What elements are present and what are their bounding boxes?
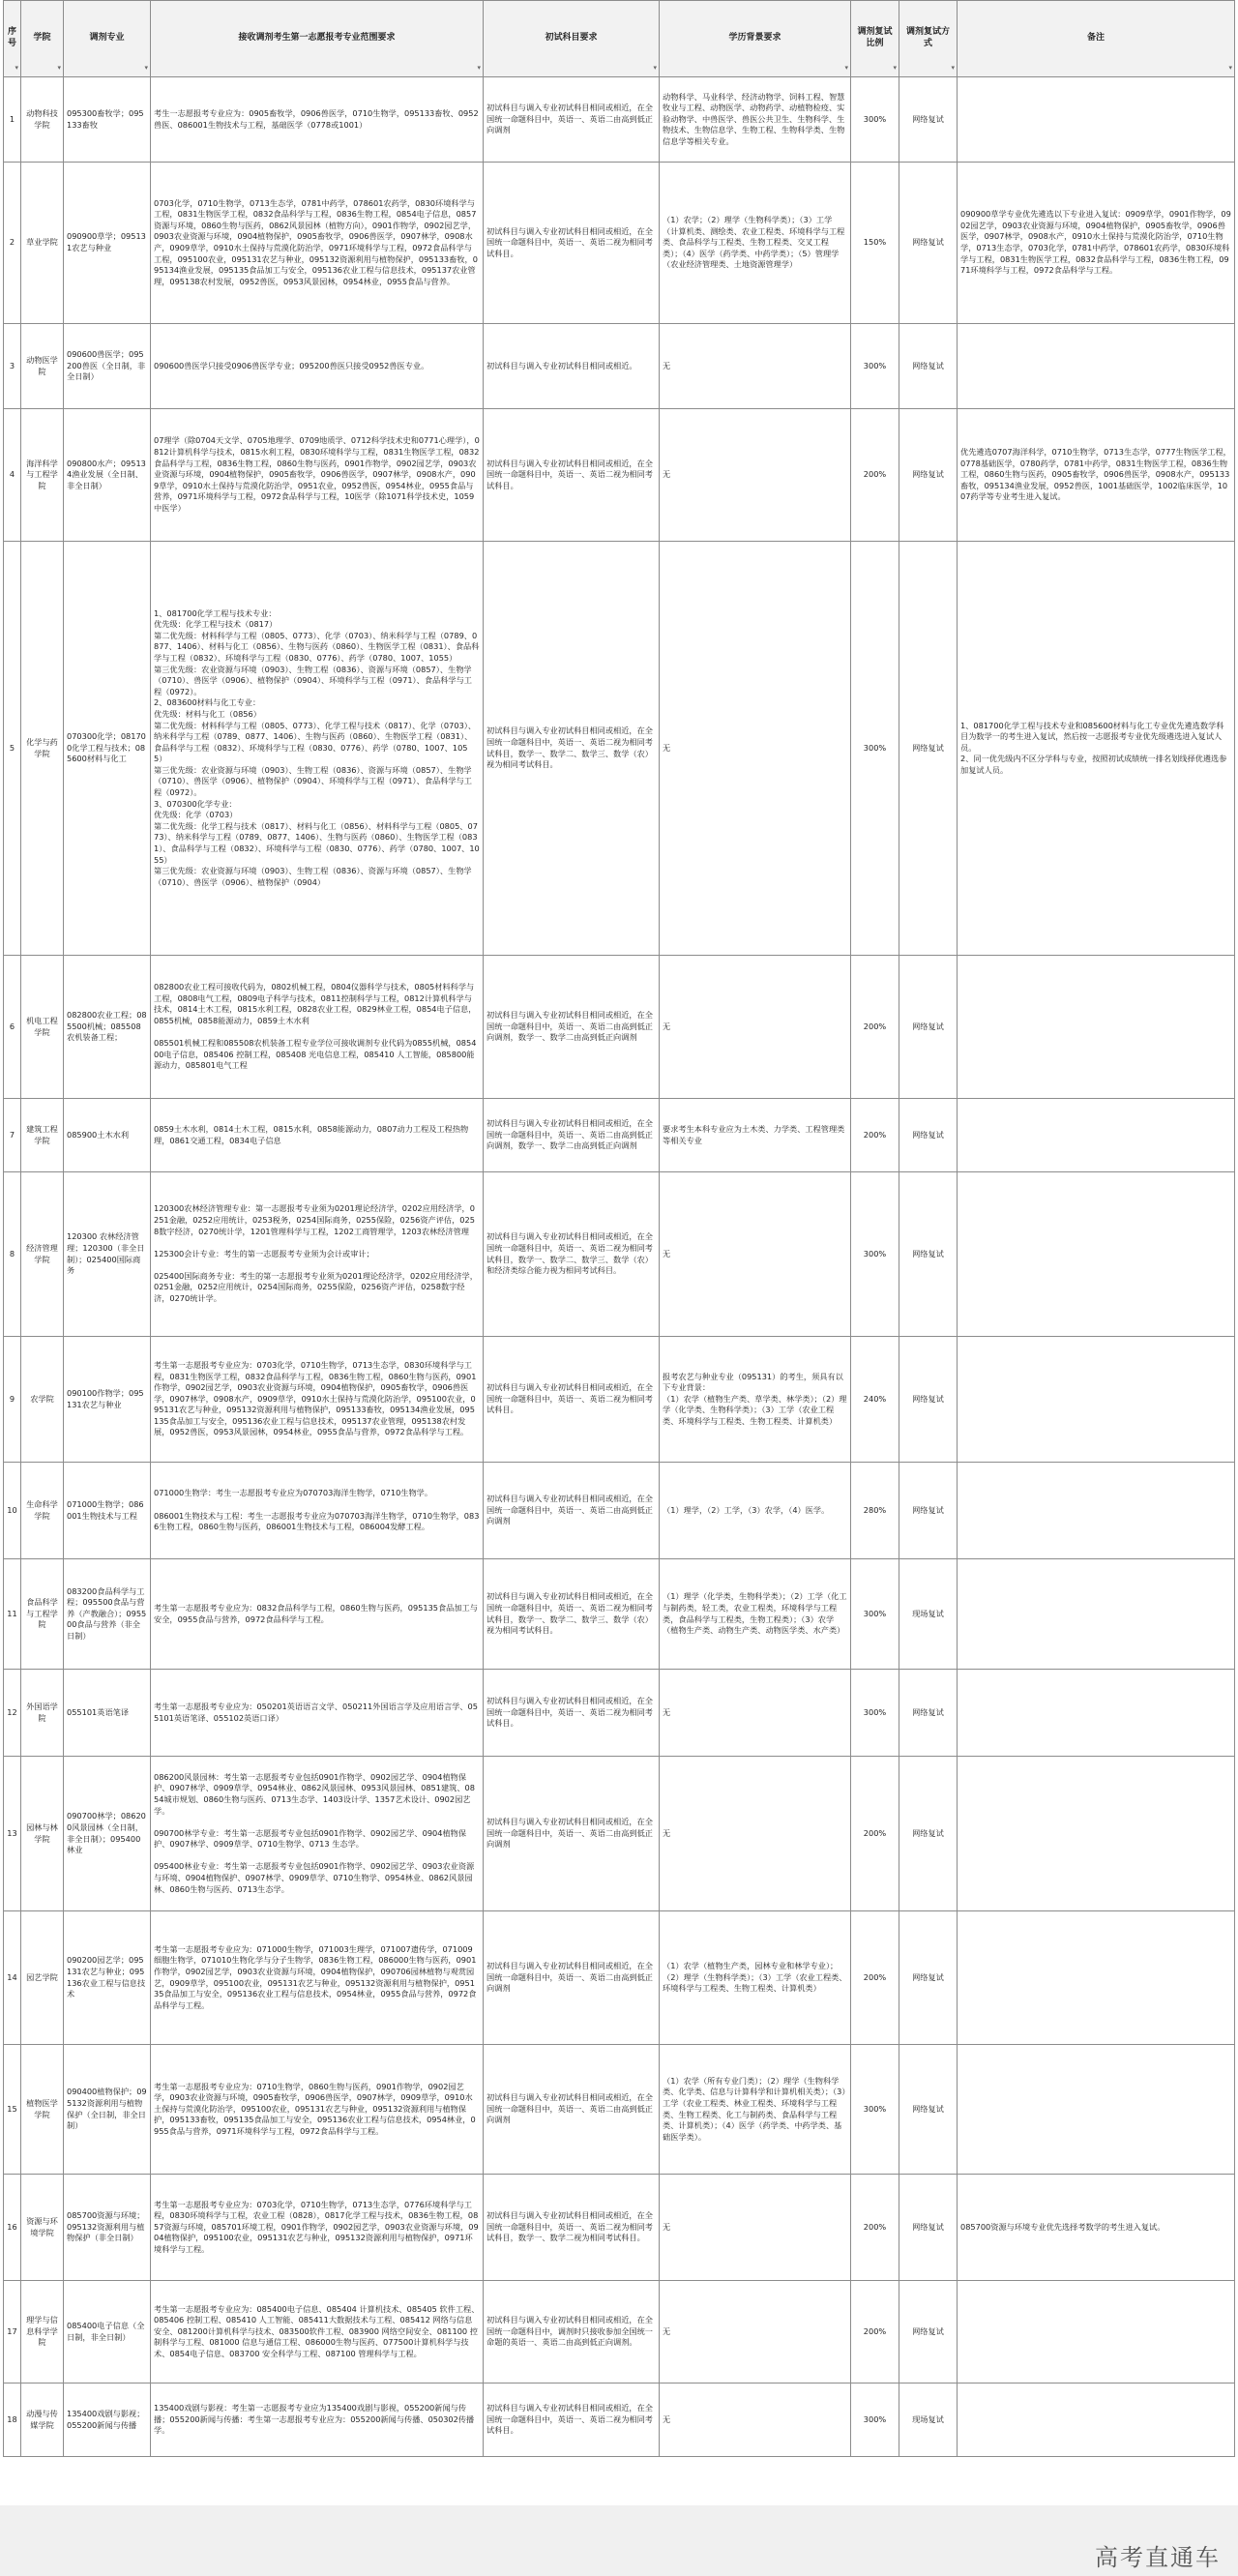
cell-mode: 网络复试 (899, 1172, 958, 1337)
cell-no: 18 (4, 2384, 21, 2457)
header-edu-label: 学历背景要求 (728, 33, 781, 44)
cell-edu: 无 (660, 956, 851, 1099)
header-ratio[interactable] (851, 1, 899, 77)
header-exam-label: 初试科目要求 (545, 33, 598, 44)
table-row (4, 1337, 1235, 1463)
cell-note (958, 1559, 1235, 1670)
cell-no: 14 (4, 1911, 21, 2045)
table-row (4, 409, 1235, 542)
cell-edu: 无 (660, 2384, 851, 2457)
cell-ratio: 300% (851, 542, 899, 956)
cell-ratio: 300% (851, 324, 899, 409)
cell-major: 090900草学；095131农艺与种业 (64, 163, 151, 324)
watermark: 高考直通车 (1095, 2544, 1221, 2571)
cell-exam: 初试科目与调入专业初试科目相同或相近，在全国统一命题科目中，英语一、英语二视为相同考试科目，数学一、数学二视为相同考试科目。 (484, 2175, 660, 2281)
cell-major: 090800水产；095134渔业发展（全日制、非全日制） (64, 409, 151, 542)
cell-major: 085700资源与环境；095132资源利用与植物保护（非全日制） (64, 2175, 151, 2281)
cell-major: 135400戏剧与影视；055200新闻与传播 (64, 2384, 151, 2457)
filter-dropdown-icon[interactable]: ▾ (15, 64, 18, 73)
cell-no: 1 (4, 77, 21, 163)
cell-exam: 初试科目与调入专业初试科目相同或相近。 (484, 324, 660, 409)
cell-edu: 无 (660, 324, 851, 409)
cell-ratio: 200% (851, 1757, 899, 1911)
cell-exam: 初试科目与调入专业初试科目相同或相近，在全国统一命题科目中，英语一、英语二视为相同考试科目，数学一、数学二、数学三、数学（农）和经济类综合能力视为相同考试科目。 (484, 1172, 660, 1337)
table-row (4, 163, 1235, 324)
cell-ratio: 300% (851, 1559, 899, 1670)
header-major[interactable] (64, 1, 151, 77)
cell-no: 11 (4, 1559, 21, 1670)
cell-edu: （1）农学；（2）理学（生物科学类）；（3）工学（计算机类、测绘类、农业工程类、环境科学与工程类、食品科学与工程类、生物工程类、交叉工程类）；（4）医学（药学类、中药学类）；（5）管理学（农业经济管理类、土地资源管理学） (660, 163, 851, 324)
cell-no: 13 (4, 1757, 21, 1911)
cell-ratio: 280% (851, 1463, 899, 1559)
table-row (4, 1559, 1235, 1670)
cell-note (958, 1670, 1235, 1757)
filter-dropdown-icon[interactable]: ▾ (477, 64, 481, 73)
cell-note (958, 956, 1235, 1099)
filter-dropdown-icon[interactable]: ▾ (844, 64, 848, 73)
header-ratio-label: 调剂复试比例 (857, 27, 893, 48)
cell-scope: 0859土木水利，0814土木工程，0815水利，0858能源动力，0807动力工程及工程热物理，0861交通工程，0834电子信息 (151, 1099, 484, 1172)
cell-note (958, 1463, 1235, 1559)
cell-no: 9 (4, 1337, 21, 1463)
cell-no: 8 (4, 1172, 21, 1337)
table-row (4, 1463, 1235, 1559)
cell-college: 动漫与传媒学院 (21, 2384, 64, 2457)
cell-exam: 初试科目与调入专业初试科目相同或相近，在全国统一命题科目中，英语一、英语二由高到低正向调剂 (484, 2045, 660, 2175)
cell-note (958, 2281, 1235, 2384)
cell-scope: 135400戏剧与影视：考生第一志愿报考专业应为135400戏剧与影视，055200新闻与传播；055200新闻与传播：考生第一志愿报考专业应为：055200新闻与传播、050302传播学。 (151, 2384, 484, 2457)
cell-edu: （1）理学（化学类，生物科学类）；（2）工学（化工与制药类，轻工类，农业工程类，环境科学与工程类，食品科学与工程类，生物工程类）；（3）农学（植物生产类、动物生产类、动物医学类、水产类） (660, 1559, 851, 1670)
cell-edu: 无 (660, 409, 851, 542)
cell-college: 动物科技学院 (21, 77, 64, 163)
header-college-label: 学院 (33, 33, 51, 44)
cell-major: 090600兽医学；095200兽医（全日制，非全日制） (64, 324, 151, 409)
cell-scope: 考生第一志愿报考专业应为：0703化学，0710生物学，0713生态学，0830环境科学与工程，0831生物医学工程，0832食品科学与工程，0836生物工程，0860生物与医药，0901作物学，0902园艺学，0903农业资源与环境，0904植物保护，0905畜牧学，0906兽医学，0907林学，0908水产，0909草学，0910水土保持与荒漠化防治学，095100农业，095131农艺与种业，095132资源利用与植物保护，095133畜牧，095134渔业发展，095135食品加工与安全，095136农业工程与信息技术，095137农业管理，095138农村发展，0952兽医，0953风景园林，0954林业，0955食品与营养，0972食品科学与工程。 (151, 1337, 484, 1463)
cell-ratio: 200% (851, 956, 899, 1099)
cell-note (958, 77, 1235, 163)
cell-ratio: 300% (851, 1670, 899, 1757)
cell-mode: 网络复试 (899, 1757, 958, 1911)
cell-ratio: 200% (851, 1099, 899, 1172)
cell-exam: 初试科目与调入专业初试科目相同或相近，在全国统一命题科目中，英语一、英语二视为相同考试科目。 (484, 1670, 660, 1757)
cell-exam: 初试科目与调入专业初试科目相同或相近，在全国统一命题科目中，英语一、英语二由高到低正向调剂，数学一、数学二由高到低正向调剂 (484, 956, 660, 1099)
cell-scope: 071000生物学：考生一志愿报考专业应为070703海洋生物学，0710生物学。 086001生物技术与工程：考生一志愿报考专业应为070703海洋生物学，0710生物学，0836生物工程，0860生物与医药，086001生物技术与工程，086004发酵工程。 (151, 1463, 484, 1559)
table-body (4, 77, 1235, 2457)
cell-ratio: 200% (851, 1911, 899, 2045)
header-no-label: 序号 (7, 27, 16, 48)
cell-scope: 1、081700化学工程与技术专业： 优先级：化学工程与技术（0817） 第二优先级：材料科学与工程（0805、0773）、化学（0703）、纳米科学与工程（0789、0877、1406）、材料与化工（0856）、生物与医药（0860）、生物医学工程（0831）、食品科学与工程（0832）、环境科学与工程（0830、0776）、药学（0780、1007、1055） 第三优先级：农业资源与环境（0903）、生物工程（0836）、资源与环境（0857）、生物学（0710）、兽医学（0906）、植物保护（0904）、环境科学与工程（0971）、食品科学与工程（0972）。 2、083600材料与化工专业： 优先级：材料与化工（0856） 第二优先级：材料科学与工程（0805、0773）、化学工程与技术（0817）、化学（0703）、纳米科学与工程（0789、0877、1406）、生物与医药（0860）、生物医学工程（0831）、食品科学与工程（0832）、环境科学与工程（0830、0776）、药学（0780、1007、1055） 第三优先级：农业资源与环境（0903）、生物工程（0836）、资源与环境（0857）、生物学（0710）、兽医学（0906）、植物保护（0904）、环境科学与工程（0971）、食品科学与工程（0972）。 3、070300化学专业： 优先级：化学（0703） 第二优先级：化学工程与技术（0817）、材料与化工（0856）、材料科学与工程（0805、0773）、纳米科学与工程（0789、0877、1406）、生物与医药（0860）、生物医学工程（0831）、食品科学与工程（0832）、环境科学与工程（0830、0776）、药学（0780、1007、1055） 第三优先级：农业资源与环境（0903）、生物工程（0836）、资源与环境（0857）、生物学（0710）、兽医学（0906）、植物保护（0904） (151, 542, 484, 956)
table-row (4, 2045, 1235, 2175)
cell-major: 085900土木水利 (64, 1099, 151, 1172)
cell-edu: （1）农学（所有专业门类）；（2）理学（生物科学类、化学类、信息与计算科学和计算机相关类）；（3）工学（农业工程类、林业工程类、环境科学与工程类、生物工程类、化工与制药类、食品科学与工程类、计算机类）；（4）医学（药学类、中药学类、基础医学类）。 (660, 2045, 851, 2175)
cell-scope: 120300农林经济管理专业：第一志愿报考专业须为0201理论经济学，0202应用经济学，0251金融，0252应用统计，0253税务，0254国际商务，0255保险，0256资产评估，0258数字经济，0270统计学，1201管理科学与工程，1202工商管理学，1203农林经济管理 125300会计专业：考生的第一志愿报考专业须为会计或审计； 025400国际商务专业：考生的第一志愿报考专业须为0201理论经济学，0202应用经济学，0251金融，0252应用统计，0254国际商务，0255保险，0256资产评估，0258数字经济，0270统计学。 (151, 1172, 484, 1337)
header-scope-label: 接收调剂考生第一志愿报考专业范围要求 (238, 33, 396, 44)
cell-scope: 考生第一志愿报考专业应为：071000生物学，071003生理学，071007遗传学，071009细胞生物学，071010生物化学与分子生物学，0836生物工程，086000生物与医药，0901作物学，0902园艺学，0903农业资源与环境，0904植物保护，090706园林植物与观赏园艺，0909草学，095100农业，095131农艺与种业，095132资源利用与植物保护，095135食品加工与安全，095136农业工程与信息技术，0954林业，0955食品与营养，0972食品科学与工程。 (151, 1911, 484, 2045)
cell-note: 优先遴选0707海洋科学，0710生物学，0713生态学，0777生物医学工程，0778基础医学，0780药学，0781中药学，0831生物医学工程，0836生物工程，0860生物与医药，0905畜牧学，0906兽医学，0908水产，095133畜牧，095134渔业发展，0952兽医，1001基础医学，1002临床医学，1007药学等专业考生进入复试。 (958, 409, 1235, 542)
table-row (4, 2384, 1235, 2457)
cell-edu: （1）理学，（2）工学，（3）农学，（4）医学。 (660, 1463, 851, 1559)
cell-exam: 初试科目与调入专业初试科目相同或相近，在全国统一命题科目中，英语一、英语二视为相同考试科目。 (484, 2384, 660, 2457)
cell-no: 2 (4, 163, 21, 324)
cell-no: 10 (4, 1463, 21, 1559)
cell-scope: 考生第一志愿报考专业应为：050201英语语言文学、050211外国语言学及应用语言学、055101英语笔译、055102英语口译） (151, 1670, 484, 1757)
cell-major: 055101英语笔译 (64, 1670, 151, 1757)
cell-no: 15 (4, 2045, 21, 2175)
cell-edu: 报考农艺与种业专业（095131）的考生，须具有以下专业背景： （1）农学（植物生产类、草学类、林学类）；（2）理学（化学类、生物科学类）；（3）工学（农业工程类、环境科学与工程类、生物工程类、计算机类） (660, 1337, 851, 1463)
cell-exam: 初试科目与调入专业初试科目相同或相近，在全国统一命题科目中，英语一、英语二由高到低正向调剂 (484, 1911, 660, 2045)
cell-ratio: 300% (851, 77, 899, 163)
table-row (4, 1099, 1235, 1172)
cell-mode: 网络复试 (899, 2045, 958, 2175)
cell-mode: 网络复试 (899, 409, 958, 542)
cell-note (958, 1337, 1235, 1463)
cell-college: 外国语学院 (21, 1670, 64, 1757)
cell-note (958, 2045, 1235, 2175)
table-row (4, 2175, 1235, 2281)
cell-major: 082800农业工程；085500机械；085508农机装备工程； (64, 956, 151, 1099)
table-row (4, 1670, 1235, 1757)
cell-exam: 初试科目与调入专业初试科目相同或相近，在全国统一命题科目中，英语一、英语二由高到低正向调剂，数学一、数学二由高到低正向调剂 (484, 1099, 660, 1172)
cell-college: 理学与信息科学学院 (21, 2281, 64, 2384)
table-row (4, 542, 1235, 956)
cell-note: 090900草学专业优先遴选以下专业进入复试：0909草学，0901作物学，0902园艺学，0903农业资源与环境，0904植物保护，0905畜牧学，0906兽医学，0907林学，0908水产，0910水土保持与荒漠化防治学，0710生物学，0713生态学，0703化学，0781中药学，078601农药学，0830环境科学与工程，0831生物医学工程，0832食品科学与工程，0836生物工程，0971环境科学与工程，0972食品科学与工程。 (958, 163, 1235, 324)
cell-note (958, 1757, 1235, 1911)
cell-ratio: 300% (851, 1172, 899, 1337)
adjustment-table (3, 0, 1235, 2457)
cell-scope: 082800农业工程可接收代码为，0802机械工程，0804仪器科学与技术，0805材料科学与工程，0808电气工程，0809电子科学与技术，0811控制科学与工程，0812计算机科学与技术，0814土木工程，0815水利工程，0828农业工程，0829林业工程，0854电子信息，0855机械，0858能源动力，0859土木水利 085501机械工程和085508农机装备工程专业学位可接收调剂专业代码为0855机械，085400电子信息，085406 控制工程，085408 光电信息工程，085410 人工智能，085800能源动力，085801电气工程 (151, 956, 484, 1099)
cell-college: 机电工程学院 (21, 956, 64, 1099)
cell-mode: 网络复试 (899, 1911, 958, 2045)
cell-college: 动物医学院 (21, 324, 64, 409)
header-college[interactable] (21, 1, 64, 77)
cell-mode: 网络复试 (899, 2281, 958, 2384)
cell-mode: 网络复试 (899, 542, 958, 956)
cell-scope: 考生第一志愿报考专业应为：0703化学，0710生物学，0713生态学，0776环境科学与工程，0830环境科学与工程，农业工程（0828），0817化学工程与技术，0836生物工程，0857资源与环境，085701环境工程，0901作物学，0902园艺学，0903农业资源与环境，0904植物保护，095100农业，095131农艺与种业，095132资源利用与植物保护，0971环境科学与工程。 (151, 2175, 484, 2281)
filter-dropdown-icon[interactable]: ▾ (951, 64, 955, 73)
cell-major: 083200食品科学与工程；095500食品与营养（产教融合）；095500食品与营养（非全日制） (64, 1559, 151, 1670)
cell-no: 4 (4, 409, 21, 542)
cell-note: 1、081700化学工程与技术专业和085600材料与化工专业优先遴选数学科目为数学一的考生进入复试，然后按一志愿报考专业优先级遴选进入复试人员。 2、同一优先级内不区分学科与专业，按照初试成绩统一排名划线择优遴选参加复试人员。 (958, 542, 1235, 956)
cell-major: 120300 农林经济管理；120300（非全日制）；025400国际商务 (64, 1172, 151, 1337)
cell-college: 经济管理学院 (21, 1172, 64, 1337)
table-row (4, 1172, 1235, 1337)
cell-mode: 网络复试 (899, 77, 958, 163)
cell-exam: 初试科目与调入专业初试科目相同或相近，在全国统一命题科目中，英语一、英语二视为相同考试科目。 (484, 1337, 660, 1463)
cell-major: 070300化学；081700化学工程与技术；085600材料与化工 (64, 542, 151, 956)
header-edu[interactable] (660, 1, 851, 77)
cell-college: 资源与环境学院 (21, 2175, 64, 2281)
cell-college: 海洋科学与工程学院 (21, 409, 64, 542)
cell-scope: 考生第一志愿报考专业应为：085400电子信息、085404 计算机技术、085405 软件工程、085406 控制工程、085410 人工智能、085411大数据技术与工程、085412 网络与信息安全、081200计算机科学与技术、083500软件工程、083900 网络空间安全、081100 控制科学与工程、081000 信息与通信工程、086000生物与医药、077500计算机科学与技术、0854电子信息、083700 安全科学与工程、087100 管理科学与工程。 (151, 2281, 484, 2384)
cell-no: 7 (4, 1099, 21, 1172)
header-note[interactable] (958, 1, 1235, 77)
cell-exam: 初试科目与调入专业初试科目相同或相近，在全国统一命题科目中，英语一、英语二视为相同考试科目。 (484, 163, 660, 324)
header-no[interactable] (4, 1, 21, 77)
cell-exam: 初试科目与调入专业初试科目相同或相近，在全国统一命题科目中，调剂时只接收参加全国统一命题的英语一、英语二由高到低正向调剂。 (484, 2281, 660, 2384)
cell-mode: 网络复试 (899, 2175, 958, 2281)
cell-college: 园艺学院 (21, 1911, 64, 2045)
cell-ratio: 200% (851, 409, 899, 542)
cell-scope: 考生第一志愿报考专业应为：0832食品科学与工程，0860生物与医药，095135食品加工与安全，0955食品与营养，0972食品科学与工程。 (151, 1559, 484, 1670)
table-row (4, 2281, 1235, 2384)
cell-ratio: 150% (851, 163, 899, 324)
cell-mode: 网络复试 (899, 163, 958, 324)
cell-exam: 初试科目与调入专业初试科目相同或相近，在全国统一命题科目中，英语一、英语二由高到低正向调剂 (484, 77, 660, 163)
cell-note (958, 324, 1235, 409)
cell-scope: 086200风景园林：考生第一志愿报考专业包括0901作物学、0902园艺学、0904植物保护、0907林学、0909草学、0954林业、0862风景园林、0953风景园林、0851建筑、0854城市规划、0860生物与医药、0713生态学、1403设计学、1357艺术设计、0902园艺学。 090700林学专业：考生第一志愿报考专业包括0901作物学、0902园艺学、0904植物保护、0907林学、0909草学、0710生物学、0713 生态学。 095400林业专业：考生第一志愿报考专业包括0901作物学、0902园艺学、0903农业资源与环境、0904植物保护、0907林学、0909草学、0710生物学、0954林业、0862风景园林、0860生物与医药、0713生态学。 (151, 1757, 484, 1911)
cell-major: 090200园艺学；095131农艺与种业；095136农业工程与信息技术 (64, 1911, 151, 2045)
filter-dropdown-icon[interactable]: ▾ (57, 64, 61, 73)
cell-edu: 无 (660, 1670, 851, 1757)
cell-no: 16 (4, 2175, 21, 2281)
cell-college: 园林与林学院 (21, 1757, 64, 1911)
cell-college: 生命科学学院 (21, 1463, 64, 1559)
cell-edu: 要求考生本科专业应为土木类、力学类、工程管理类等相关专业 (660, 1099, 851, 1172)
cell-mode: 网络复试 (899, 956, 958, 1099)
cell-no: 5 (4, 542, 21, 956)
cell-scope: 考生第一志愿报考专业应为：0710生物学，0860生物与医药，0901作物学，0902园艺学，0903农业资源与环境，0905畜牧学，0906兽医学，0907林学，0909草学，0910水土保持与荒漠化防治学，095100农业，095131农艺与种业，095132资源利用与植物保护，095133畜牧，095135食品加工与安全，095136农业工程与信息技术，0954林业，0955食品与营养，0971环境科学与工程，0972食品科学与工程。 (151, 2045, 484, 2175)
cell-major: 085400电子信息（全日制，非全日制） (64, 2281, 151, 2384)
cell-ratio: 300% (851, 2045, 899, 2175)
header-exam[interactable] (484, 1, 660, 77)
cell-mode: 网络复试 (899, 1337, 958, 1463)
cell-edu: 无 (660, 1757, 851, 1911)
cell-no: 3 (4, 324, 21, 409)
footer-background (0, 2505, 1238, 2576)
cell-no: 6 (4, 956, 21, 1099)
header-note-label: 备注 (1086, 33, 1105, 44)
table-row (4, 956, 1235, 1099)
cell-mode: 网络复试 (899, 1463, 958, 1559)
table-row (4, 1911, 1235, 2045)
cell-scope: 0703化学，0710生物学，0713生态学，0781中药学，078601农药学，0830环境科学与工程，0831生物医学工程，0832食品科学与工程，0836生物工程，0854电子信息，0857资源与环境，0860生物与医药，0862风景园林（植物方向），0901作物学，0902园艺学，0903农业资源与环境，0904植物保护，0905畜牧学，0906兽医学，0907林学，0908水产，0909草学，0910水土保持与荒漠化防治学，0971环境科学与工程，0972食品科学与工程，095100农业，095131农艺与种业，095132资源利用与植物保护，095133畜牧，095134渔业发展，095135食品加工与安全，095136农业工程与信息技术，095137农业管理，095138农村发展，0952兽医，0953风景园林，0954林业，0955食品与营养。 (151, 163, 484, 324)
cell-ratio: 200% (851, 2281, 899, 2384)
cell-edu: 无 (660, 2281, 851, 2384)
cell-college: 化学与药学院 (21, 542, 64, 956)
cell-ratio: 200% (851, 2175, 899, 2281)
filter-dropdown-icon[interactable]: ▾ (144, 64, 148, 73)
cell-exam: 初试科目与调入专业初试科目相同或相近，在全国统一命题科目中，英语一、英语二视为相同考试科目，数学一、数学二、数学三、数学（农）视为相同考试科目。 (484, 1559, 660, 1670)
header-major-label: 调剂专业 (89, 33, 125, 44)
cell-mode: 网络复试 (899, 1670, 958, 1757)
cell-college: 建筑工程学院 (21, 1099, 64, 1172)
cell-ratio: 240% (851, 1337, 899, 1463)
cell-exam: 初试科目与调入专业初试科目相同或相近，在全国统一命题科目中，英语一、英语二由高到低正向调剂 (484, 1463, 660, 1559)
cell-note: 085700资源与环境专业优先选择考数学的考生进入复试。 (958, 2175, 1235, 2281)
cell-college: 草业学院 (21, 163, 64, 324)
cell-mode: 网络复试 (899, 324, 958, 409)
cell-scope: 07理学（除0704天文学、0705地理学、0709地质学、0712科学技术史和0771心理学），0812计算机科学与技术，0815水利工程，0830环境科学与工程，0831生物医学工程，0832食品科学与工程，0836生物工程，0860生物与医药，0901作物学，0902园艺学，0903农业资源与环境，0904植物保护，0905畜牧学，0906兽医学，0907林学，0908水产，0909草学，0910水土保持与荒漠化防治学，0951农业，0952兽医，0954林业，0955食品与营养，0971环境科学与工程，0972食品科学与工程，10医学（除1071科学技术史，1059中医学） (151, 409, 484, 542)
cell-mode: 现场复试 (899, 1559, 958, 1670)
cell-major: 095300畜牧学；095133畜牧 (64, 77, 151, 163)
cell-edu: （1）农学（植物生产类，园林专业和林学专业）；（2）理学（生物科学类）；（3）工学（农业工程类、环境科学与工程类、生物工程类、计算机类） (660, 1911, 851, 2045)
table-row (4, 1757, 1235, 1911)
cell-exam: 初试科目与调入专业初试科目相同或相近，在全国统一命题科目中，英语一、英语二视为相同考试科目，数学一、数学二、数学三、数学（农）视为相同考试科目。 (484, 542, 660, 956)
cell-scope: 考生一志愿报考专业应为：0905畜牧学，0906兽医学，0710生物学，095133畜牧、0952兽医、086001生物技术与工程，基础医学（0778或1001） (151, 77, 484, 163)
cell-college: 农学院 (21, 1337, 64, 1463)
cell-major: 090700林学；086200风景园林（全日制，非全日制）；095400林业 (64, 1757, 151, 1911)
cell-scope: 090600兽医学只接受0906兽医学专业；095200兽医只接受0952兽医专业。 (151, 324, 484, 409)
cell-exam: 初试科目与调入专业初试科目相同或相近，在全国统一命题科目中，英语一、英语二视为相同考试科目。 (484, 409, 660, 542)
cell-major: 090400植物保护；095132资源利用与植物保护（全日制，非全日制） (64, 2045, 151, 2175)
cell-edu: 无 (660, 1172, 851, 1337)
header-mode-label: 调剂复试方式 (905, 27, 950, 48)
cell-no: 17 (4, 2281, 21, 2384)
cell-note (958, 1172, 1235, 1337)
table-row (4, 324, 1235, 409)
header-scope[interactable] (151, 1, 484, 77)
cell-note (958, 2384, 1235, 2457)
cell-college: 植物医学学院 (21, 2045, 64, 2175)
cell-mode: 网络复试 (899, 1099, 958, 1172)
filter-dropdown-icon[interactable]: ▾ (1228, 64, 1232, 73)
cell-edu: 无 (660, 2175, 851, 2281)
cell-ratio: 300% (851, 2384, 899, 2457)
cell-college: 食品科学与工程学院 (21, 1559, 64, 1670)
cell-mode: 现场复试 (899, 2384, 958, 2457)
cell-note (958, 1099, 1235, 1172)
filter-dropdown-icon[interactable]: ▾ (893, 64, 897, 73)
cell-major: 090100作物学；095131农艺与种业 (64, 1337, 151, 1463)
table-row (4, 77, 1235, 163)
header-mode[interactable] (899, 1, 958, 77)
cell-edu: 无 (660, 542, 851, 956)
cell-major: 071000生物学；086001生物技术与工程 (64, 1463, 151, 1559)
cell-edu: 动物科学、马业科学、经济动物学、饲料工程、智慧牧业与工程、动物医学、动物药学、动植物检疫、实验动物学、中兽医学、兽医公共卫生、生物科学、生物技术、生物信息学、生物工程、生物科学类、生物信息学等相关专业。 (660, 77, 851, 163)
cell-exam: 初试科目与调入专业初试科目相同或相近，在全国统一命题科目中，英语一、英语二由高到低正向调剂 (484, 1757, 660, 1911)
cell-note (958, 1911, 1235, 2045)
filter-dropdown-icon[interactable]: ▾ (653, 64, 657, 73)
cell-no: 12 (4, 1670, 21, 1757)
header-row (4, 1, 1235, 77)
